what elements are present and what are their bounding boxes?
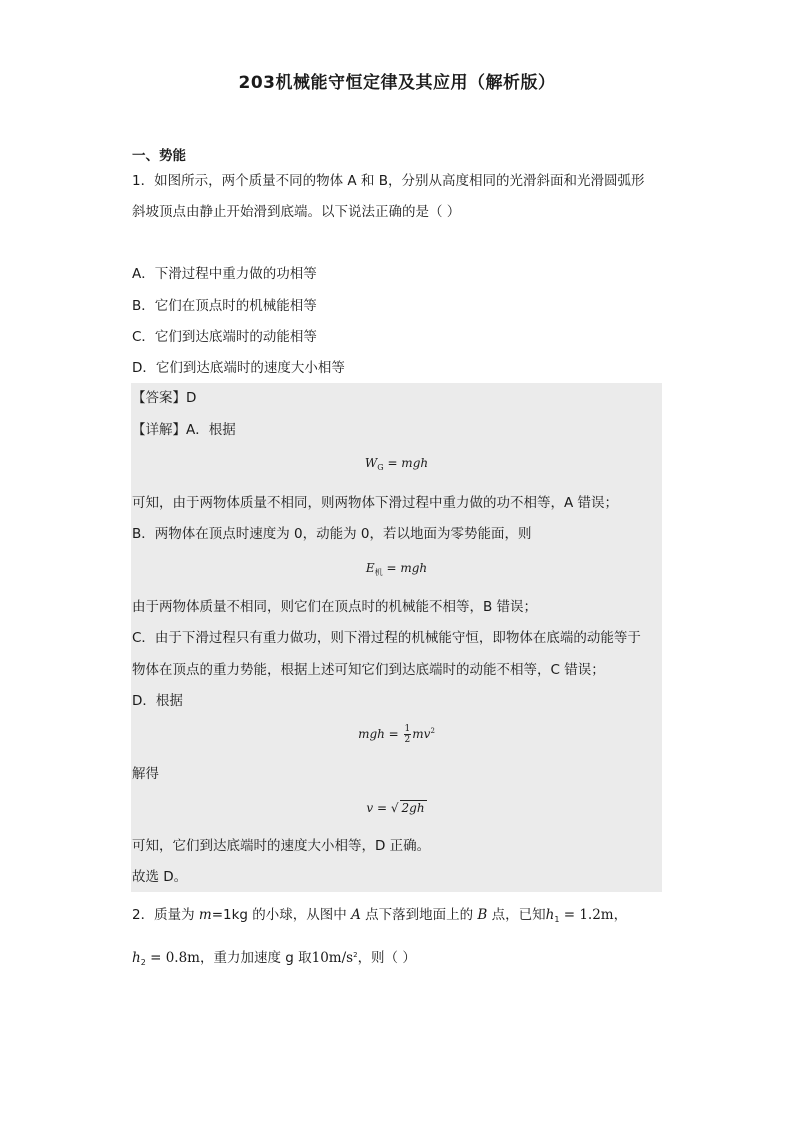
section-heading: 一、势能 [132,148,186,164]
explanation-c-line-2: 物体在顶点的重力势能，根据上述可知它们到达底端时的动能不相等，C 错误； [132,662,605,678]
q2-gravity-value: 10m/s [311,950,354,966]
q2-h2-value: = 0.8m [145,950,200,966]
q2-text: =1kg 的小球，从图中 [211,907,352,923]
formula-rhs: = mgh [382,561,428,575]
radicand: 2gh [401,801,425,815]
q2-h1-symbol: h [545,907,555,923]
solve-label: 解得 [132,766,159,782]
q2-point-a: A [351,907,361,923]
option-d: D．它们到达底端时的速度大小相等 [132,360,345,376]
q2-text: ， [613,907,628,923]
formula-lhs: v = [366,801,391,815]
q2-h1-value: = 1.2m [559,907,614,923]
formula-subscript: 机 [374,568,383,577]
fraction [404,724,412,745]
q2-text: 2．质量为 [132,907,199,923]
question-2-stem-line-1 [132,906,627,929]
formula-rhs: = mgh [383,456,429,470]
formula-lhs: mgh = [358,727,403,741]
question-1-stem-line-1: 1．如图所示，两个质量不同的物体 A 和 B，分别从高度相同的光滑斜面和光滑圆弧形 [132,173,645,189]
formula-work-gravity [131,456,662,472]
question-1-stem-line-2: 斜坡顶点由静止开始滑到底端。以下说法正确的是（ ） [132,204,461,220]
final-choice: 故选 D。 [132,869,188,885]
formula-mechanical-energy [131,561,662,578]
q2-point-b: B [477,907,488,923]
q2-text: 点下落到地面上的 [360,907,478,923]
formula-rhs: mv [412,727,431,741]
option-a: A．下滑过程中重力做的功相等 [132,266,317,282]
explanation-c-line-1: C．由于下滑过程只有重力做功，则下滑过程的机械能守恒，即物体在底端的动能等于 [132,630,641,646]
fraction-numerator: 1 [404,724,411,734]
formula-velocity [131,800,662,815]
option-c: C．它们到达底端时的动能相等 [132,329,317,345]
formula-superscript: 2 [430,727,435,735]
explanation-b: B．两物体在顶点时速度为 0，动能为 0，若以地面为零势能面，则 [132,526,532,542]
explanation-d: D．根据 [132,693,183,709]
explanation-d-conclusion: 可知，它们到达底端时的速度大小相等，D 正确。 [132,838,431,854]
detail-intro: 【详解】A．根据 [132,422,236,438]
answer-label: 【答案】D [132,390,197,406]
q2-h2-subscript: 2 [140,958,146,967]
explanation-a: 可知，由于两物体质量不相同，则两物体下滑过程中重力做的功不相等，A 错误； [132,495,619,511]
q2-h2-symbol: h [132,950,141,966]
formula-lhs: E [365,561,375,575]
formula-subscript: G [377,463,384,472]
question-2-stem-line-2 [132,946,416,972]
q2-text: 点，已知 [487,907,546,923]
page-title: 203机械能守恒定律及其应用（解析版） [238,73,556,93]
q2-text: ，则（ ） [357,950,416,966]
formula-energy-conservation [131,724,662,745]
q2-text: ，重力加速度 g 取 [199,950,312,966]
q2-gravity-superscript: 2 [353,951,358,959]
formula-lhs: W [364,456,378,470]
q2-mass-symbol: m [198,907,212,923]
explanation-b-conclusion: 由于两物体质量不相同，则它们在顶点时的机械能不相等，B 错误； [132,599,538,615]
fraction-denominator: 2 [404,735,411,745]
sqrt-icon: √ [390,801,399,815]
q2-h1-subscript: 1 [554,915,560,924]
option-b: B．它们在顶点时的机械能相等 [132,298,317,314]
